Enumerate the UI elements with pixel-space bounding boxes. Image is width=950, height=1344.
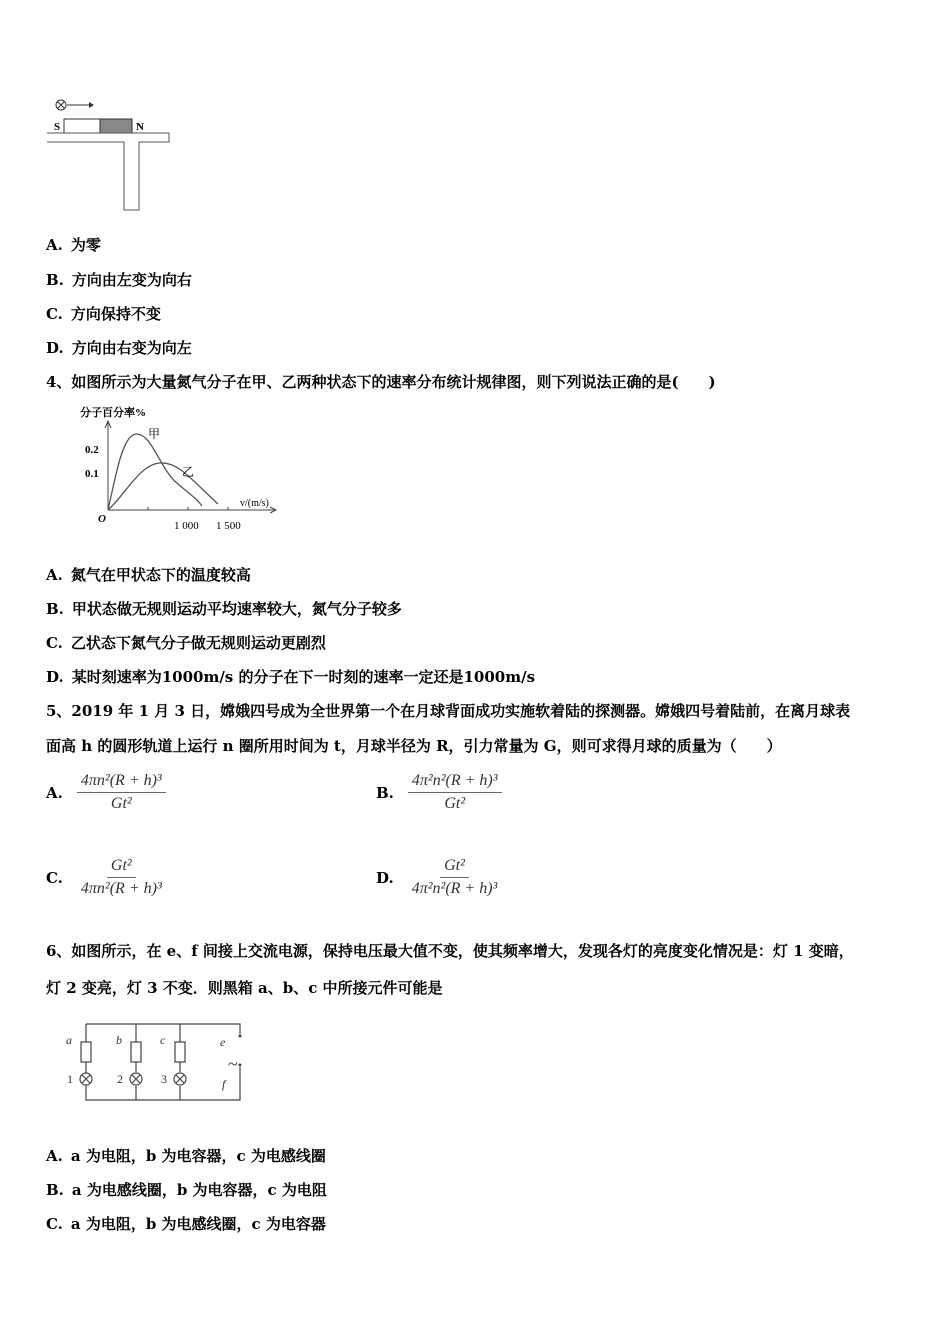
option-letter: B. — [46, 1181, 64, 1199]
q4-option-a — [46, 565, 251, 585]
ac-source-icon: ~ — [228, 1054, 238, 1074]
numerator: Gt² — [107, 857, 136, 878]
q3-option-d — [46, 338, 192, 358]
option-letter: C. — [46, 634, 63, 652]
option-letter: B. — [46, 271, 64, 289]
option-letter: A. — [46, 1147, 63, 1165]
lamp-3-label: 3 — [161, 1072, 167, 1086]
x-tick-1500: 1 500 — [216, 520, 241, 532]
q5-stem-line1: 5、2019 年 1 月 3 日，嫦娥四号成为全世界第一个在月球背面成功实施软着陆的探测器。嫦娥四号着陆前，在离月球表 — [46, 702, 851, 720]
option-text: a 为电阻，b 为电容器，c 为电感线圈 — [70, 1147, 326, 1165]
option-letter: A. — [46, 783, 63, 802]
label-c: c — [160, 1033, 166, 1047]
curve-yi-label: 乙 — [182, 465, 195, 479]
q3-option-b — [46, 270, 192, 290]
q3-option-a — [46, 235, 101, 255]
option-letter: B. — [46, 600, 64, 618]
option-text: a 为电阻，b 为电感线圈，c 为电容器 — [70, 1215, 326, 1233]
label-f: f — [222, 1077, 226, 1091]
numerator: 4π²n²(R + h)³ — [408, 772, 502, 793]
y-tick-0-2: 0.2 — [85, 444, 99, 456]
q6-stem-line2: 灯 2 变亮，灯 3 不变．则黑箱 a、b、c 中所接元件可能是 — [46, 979, 443, 997]
option-letter: C. — [46, 1215, 63, 1233]
south-pole-label: S — [54, 121, 61, 133]
option-letter: A. — [46, 566, 63, 584]
magnet-table-figure — [40, 90, 190, 220]
speed-distribution-figure — [70, 400, 290, 540]
option-letter: C. — [46, 868, 63, 887]
label-e: e — [220, 1035, 226, 1049]
y-tick-0-1: 0.1 — [85, 468, 99, 480]
label-a: a — [66, 1033, 72, 1047]
option-letter: B. — [376, 783, 394, 802]
q4-stem: 4、如图所示为大量氮气分子在甲、乙两种状态下的速率分布统计规律图，则下列说法正确的是( ) — [46, 373, 716, 391]
option-text: 方向保持不变 — [70, 305, 161, 323]
curve-jia-label: 甲 — [148, 427, 161, 441]
denominator: 4π²n²(R + h)³ — [411, 880, 498, 897]
option-text: 方向由右变为向左 — [71, 339, 192, 357]
x-axis-label: v/(m/s) — [240, 498, 269, 509]
option-text: 乙状态下氮气分子做无规则运动更剧烈 — [70, 634, 326, 652]
denominator: Gt² — [444, 795, 466, 812]
q5-stem-line2: 面高 h 的圆形轨道上运行 n 圈所用时间为 t，月球半径为 R，引力常量为 G，则可求得月球的质量为（ ） — [46, 737, 782, 755]
q5-option-a — [46, 772, 166, 813]
label-b: b — [116, 1033, 122, 1047]
north-pole-label: N — [136, 121, 144, 133]
denominator: Gt² — [110, 795, 132, 812]
origin-label: O — [98, 513, 106, 525]
denominator: 4πn²(R + h)³ — [80, 880, 162, 897]
q5-option-c — [46, 857, 166, 898]
q6-option-a — [46, 1146, 326, 1166]
option-letter: D. — [46, 668, 64, 686]
q3-option-c — [46, 304, 161, 324]
q4-option-d — [46, 667, 535, 687]
option-text: 氮气在甲状态下的温度较高 — [70, 566, 251, 584]
fraction — [408, 857, 502, 898]
x-tick-1000: 1 000 — [174, 520, 199, 532]
option-letter: C. — [46, 305, 63, 323]
fraction — [408, 772, 502, 813]
option-letter: D. — [46, 339, 64, 357]
lamp-2-label: 2 — [117, 1072, 123, 1086]
numerator: Gt² — [440, 857, 469, 878]
q4-option-b — [46, 599, 402, 619]
option-text: 方向由左变为向右 — [71, 271, 192, 289]
q5-option-b — [376, 772, 502, 813]
option-letter: A. — [46, 236, 63, 254]
option-text: 为零 — [70, 236, 101, 254]
y-axis-label: 分子百分率% — [80, 407, 146, 419]
lamp-1-label: 1 — [67, 1072, 73, 1086]
option-letter: D. — [376, 868, 394, 887]
q5-option-d — [376, 857, 501, 898]
numerator: 4πn²(R + h)³ — [77, 772, 166, 793]
q6-option-b — [46, 1180, 327, 1200]
q4-option-c — [46, 633, 326, 653]
option-text: a 为电感线圈，b 为电容器，c 为电阻 — [71, 1181, 327, 1199]
curve-yi — [108, 463, 218, 510]
q6-stem-line1: 6、如图所示，在 e、f 间接上交流电源，保持电压最大值不变，使其频率增大，发现各灯的亮度变化情况是：灯 1 变暗， — [46, 942, 854, 960]
fraction — [77, 857, 166, 898]
option-text: 甲状态做无规则运动平均速率较大，氮气分子较多 — [71, 600, 402, 618]
circuit-figure — [44, 1012, 256, 1112]
option-text: 某时刻速率为1000m/s 的分子在下一时刻的速率一定还是1000m/s — [71, 668, 536, 686]
fraction — [77, 772, 166, 813]
q6-option-c — [46, 1214, 326, 1234]
